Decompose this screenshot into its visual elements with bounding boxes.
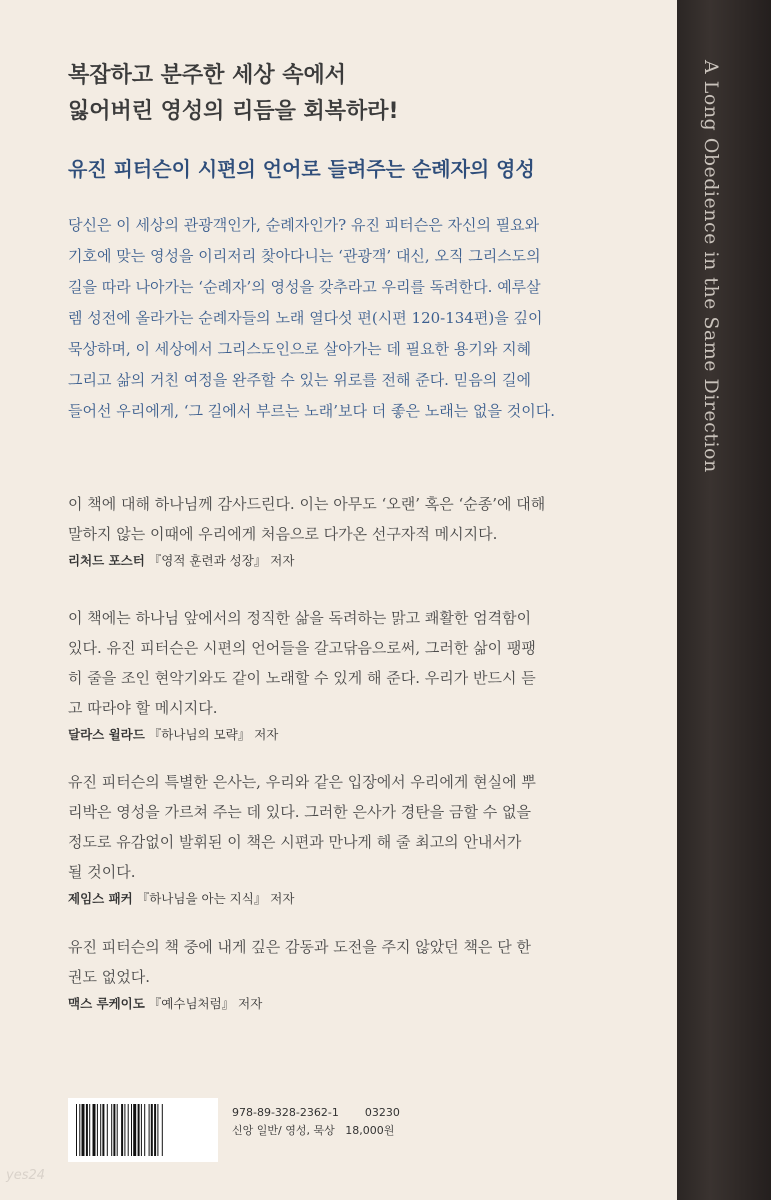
barcode-bar xyxy=(111,1104,112,1156)
endorsement-author xyxy=(68,723,598,747)
author-name: 리처드 포스터 xyxy=(68,553,145,568)
barcode-bar xyxy=(97,1104,98,1156)
book-price: 18,000원 xyxy=(345,1124,395,1137)
book-category: 신앙 일반/ 영성, 묵상 xyxy=(232,1124,335,1137)
intro-line: 기호에 맞는 영성을 이리저리 찾아다니는 ‘관광객’ 대신, 오직 그리스도의 xyxy=(68,247,541,265)
endorsement-line: 이 책에는 하나님 앞에서의 정직한 삶을 독려하는 맑고 쾌활한 엄격함이 xyxy=(68,609,532,627)
barcode-bar xyxy=(76,1104,77,1156)
subheadline: 유진 피터슨이 시편의 언어로 들려주는 순례자의 영성 xyxy=(68,157,535,181)
barcode-bar xyxy=(102,1104,104,1156)
price-code: 03230 xyxy=(364,1106,400,1119)
barcode-bar xyxy=(131,1104,132,1156)
endorsement-line: 권도 없었다. xyxy=(68,968,150,986)
author-work: 『영적 훈련과 성장』 저자 xyxy=(148,553,295,568)
author-name: 제임스 패커 xyxy=(68,891,133,906)
intro-line: 묵상하며, 이 세상에서 그리스도인으로 살아가는 데 필요한 용기와 지혜 xyxy=(68,340,532,358)
intro-line: 그리고 삶의 거친 여정을 완주할 수 있는 위로를 전해 준다. 믿음의 길에 xyxy=(68,371,531,389)
author-work: 『예수님처럼』 저자 xyxy=(148,996,263,1011)
endorsement-author xyxy=(68,549,598,573)
endorsement-author xyxy=(68,992,598,1016)
isbn-block xyxy=(232,1104,400,1140)
barcode-bar xyxy=(141,1104,142,1156)
barcode-bar xyxy=(154,1104,156,1156)
barcode-bar xyxy=(86,1104,88,1156)
barcode-icon xyxy=(74,1104,212,1156)
author-work: 『하나님의 모략』 저자 xyxy=(148,727,279,742)
barcode-bar xyxy=(89,1104,90,1156)
endorsement-packer xyxy=(68,767,598,911)
endorsement-line: 히 줄을 조인 현악기와도 같이 노래할 수 있게 해 준다. 우리가 반드시 듣 xyxy=(68,669,536,687)
endorsement-line: 유진 피터슨의 특별한 은사는, 우리와 같은 입장에서 우리에게 현실에 뿌 xyxy=(68,773,536,791)
barcode-bar xyxy=(138,1104,140,1156)
author-work: 『하나님을 아는 지식』 저자 xyxy=(136,891,295,906)
spine xyxy=(677,0,771,1200)
barcode-bar xyxy=(121,1104,123,1156)
intro-line: 당신은 이 세상의 관광객인가, 순례자인가? 유진 피터슨은 자신의 필요와 xyxy=(68,216,540,234)
barcode-bar xyxy=(82,1104,85,1156)
endorsement-line: 말하지 않는 이때에 우리에게 처음으로 다가온 선구자적 메시지다. xyxy=(68,525,498,543)
endorsement-line: 리박은 영성을 가르쳐 주는 데 있다. 그러한 은사가 경탄을 금할 수 없을 xyxy=(68,803,531,821)
barcode-bar xyxy=(107,1104,108,1156)
barcode-bar xyxy=(149,1104,150,1156)
barcode-bar xyxy=(151,1104,153,1156)
author-name: 달라스 윌라드 xyxy=(68,727,145,742)
barcode-bar xyxy=(157,1104,158,1156)
isbn-number: 978-89-328-2362-1 xyxy=(232,1106,339,1119)
intro-paragraph xyxy=(68,210,598,427)
barcode-bar xyxy=(93,1104,96,1156)
barcode-bar xyxy=(124,1104,125,1156)
endorsement-line: 있다. 유진 피터슨은 시편의 언어들을 갈고닦음으로써, 그러한 삶이 팽팽 xyxy=(68,639,536,657)
endorsement-author xyxy=(68,887,598,911)
intro-line: 길을 따라 나아가는 ‘순례자’의 영성을 갖추라고 우리를 독려한다. 예루살 xyxy=(68,278,541,296)
endorsement-line: 정도로 유감없이 발휘된 이 책은 시편과 만나게 해 줄 최고의 안내서가 xyxy=(68,833,522,851)
endorsement-line: 이 책에 대해 하나님께 감사드린다. 이는 아무도 ‘오랜’ 혹은 ‘순종’에 대해 xyxy=(68,495,546,513)
barcode-bar xyxy=(113,1104,115,1156)
barcode-bar xyxy=(133,1104,136,1156)
spine-title: A Long Obedience in the Same Direction xyxy=(700,60,722,473)
watermark-logo: yes24 xyxy=(6,1168,46,1183)
intro-line: 들어선 우리에게, ‘그 길에서 부르는 노래’보다 더 좋은 노래는 없을 것이다. xyxy=(68,402,555,420)
endorsement-line: 고 따라야 할 메시지다. xyxy=(68,699,218,717)
barcode-bar xyxy=(162,1104,163,1156)
barcode-bar xyxy=(79,1104,80,1156)
author-name: 맥스 루케이도 xyxy=(68,996,145,1011)
barcode-bar xyxy=(128,1104,129,1156)
barcode xyxy=(68,1098,218,1162)
headline-line-1: 복잡하고 분주한 세상 속에서 xyxy=(68,63,347,88)
barcode-bar xyxy=(100,1104,101,1156)
headline xyxy=(68,58,628,130)
headline-line-2: 잃어버린 영성의 리듬을 회복하라! xyxy=(68,99,399,124)
endorsement-foster xyxy=(68,489,598,573)
intro-line: 렘 성전에 올라가는 순례자들의 노래 열다섯 편(시편 120-134편)을 깊이 xyxy=(68,309,543,327)
barcode-bar xyxy=(144,1104,145,1156)
endorsement-line: 될 것이다. xyxy=(68,863,136,881)
endorsement-willard xyxy=(68,603,598,747)
endorsement-lucado xyxy=(68,932,598,1016)
endorsement-line: 유진 피터슨의 책 중에 내게 깊은 감동과 도전을 주지 않았던 책은 단 한 xyxy=(68,938,531,956)
barcode-bar xyxy=(117,1104,118,1156)
